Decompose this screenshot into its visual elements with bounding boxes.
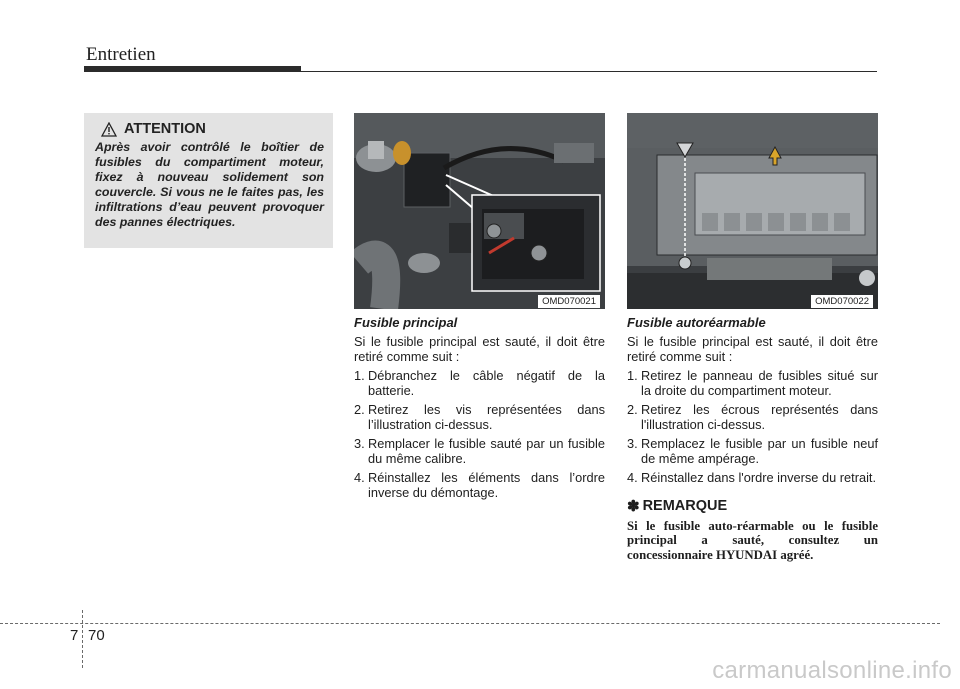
list-item (627, 402, 878, 433)
step-number: 2. (627, 401, 638, 417)
figure-label: OMD070021 (538, 295, 600, 308)
reset-fuse-section (627, 315, 878, 562)
step-text: Remplacez le fusible par un fusible neuf de même ampérage. (641, 435, 878, 466)
step-text: Débranchez le câble négatif de la batterie. (368, 367, 605, 398)
step-number: 2. (354, 401, 365, 417)
chapter-number: 7 (70, 627, 79, 644)
note-text: Si le fusible auto-réarmable ou le fusible principal a sauté, consultez un concessionnaire HYUNDAI agréé. (627, 518, 878, 562)
note-heading (627, 499, 878, 515)
caution-title: ATTENTION (124, 121, 206, 137)
step-number: 3. (627, 435, 638, 451)
footer-line (0, 623, 940, 624)
note-title: REMARQUE (642, 498, 728, 514)
section-heading: Fusible autoréarmable (627, 315, 766, 330)
step-text: Retirez les vis représentées dans l’illustration ci-dessus. (368, 401, 605, 432)
note-mark-icon: ✽ (627, 498, 640, 515)
steps-list (627, 368, 878, 486)
list-item (354, 368, 605, 399)
main-fuse-section (354, 315, 605, 504)
list-item (627, 470, 878, 486)
figure-label: OMD070022 (811, 295, 873, 308)
figure-reset-fuse (627, 113, 878, 309)
step-text: Remplacer le fusible sauté par un fusible du même calibre. (368, 435, 605, 466)
step-text: Retirez le panneau de fusibles situé sur la droite du compartiment moteur. (641, 367, 878, 398)
figure-main-fuse (354, 113, 605, 309)
step-number: 3. (354, 435, 365, 451)
caution-box (84, 113, 333, 248)
step-number: 4. (627, 469, 638, 485)
list-item (354, 470, 605, 501)
list-item (354, 436, 605, 467)
section-heading: Fusible principal (354, 315, 458, 330)
section-intro: Si le fusible principal est sauté, il doit être retiré comme suit : (354, 333, 605, 364)
step-text: Retirez les écrous représentés dans l'illustration ci-dessus. (641, 401, 878, 432)
caution-text: Après avoir contrôlé le boîtier de fusibles du compartiment moteur, fixez à nouveau solidement son couvercle. Si vous ne le faites pas, les infiltrations d’eau peuvent provoquer des pannes électriques. (95, 140, 324, 229)
list-item (627, 436, 878, 467)
watermark: carmanualsonline.info (712, 657, 952, 684)
list-item (354, 402, 605, 433)
step-number: 4. (354, 469, 365, 485)
steps-list (354, 368, 605, 501)
page-header-title: Entretien (86, 44, 156, 65)
header-bar-thick (84, 66, 301, 72)
caution-heading (101, 121, 324, 137)
step-text: Réinstallez dans l'ordre inverse du retrait. (641, 469, 877, 485)
section-intro: Si le fusible principal est sauté, il doit être retiré comme suit : (627, 333, 878, 364)
header-bar-thin (301, 71, 877, 72)
step-number: 1. (354, 367, 365, 383)
warning-triangle-icon (101, 122, 117, 137)
page-number: 70 (88, 627, 105, 644)
footer-divider (82, 610, 83, 668)
step-number: 1. (627, 367, 638, 383)
step-text: Réinstallez les éléments dans l’ordre inverse du démontage. (368, 469, 605, 500)
list-item (627, 368, 878, 399)
